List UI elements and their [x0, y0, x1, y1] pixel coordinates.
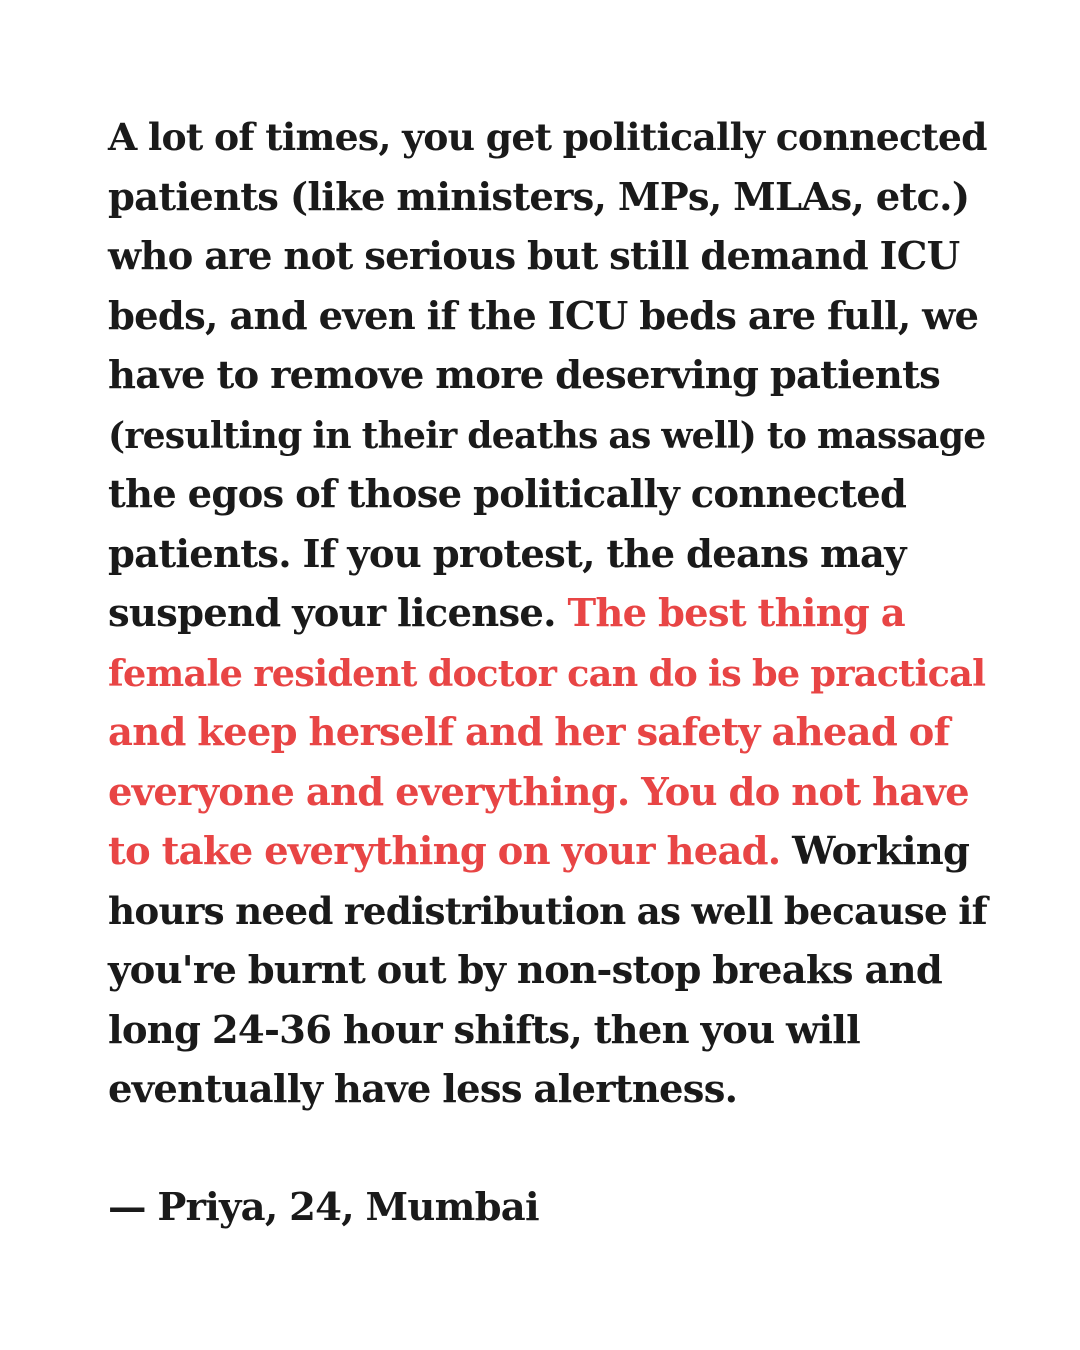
quote-line — [108, 525, 988, 585]
quote-line — [108, 941, 988, 1001]
highlighted-quote-segment: and keep herself and her safety ahead of — [108, 710, 950, 755]
quote-segment: the egos of those politically connected — [108, 472, 907, 517]
quote-segment: hours need redistribution as well because if — [108, 888, 987, 933]
quote-line — [108, 1001, 988, 1061]
quote-line — [108, 287, 988, 347]
quote-segment: you're burnt out by non-stop breaks and — [108, 948, 943, 993]
quote-line — [108, 168, 988, 228]
quote-segment: long 24-36 hour shifts, then you will — [108, 1007, 861, 1053]
quote-segment: (resulting in their deaths as well) to massage — [108, 413, 986, 457]
quote-segment: have to remove more deserving patients — [108, 353, 941, 398]
highlighted-quote-line — [108, 763, 988, 823]
quote-text — [108, 108, 988, 1120]
quote-line — [108, 227, 988, 287]
highlighted-quote-segment: everyone and everything. You do not have — [108, 769, 969, 815]
quote-segment: patients (like ministers, MPs, MLAs, etc.) — [108, 174, 970, 220]
highlighted-quote-segment: female resident doctor can do is be practical — [108, 651, 986, 695]
quote-segment: suspend your license. — [108, 591, 568, 636]
quote-segment: beds, and even if the ICU beds are full, we — [108, 293, 979, 339]
highlighted-quote-line — [108, 703, 988, 763]
quote-line — [108, 465, 988, 525]
quote-segment: who are not serious but still demand ICU — [108, 234, 960, 279]
quote-segment: eventually have less alertness. — [108, 1067, 738, 1112]
quote-segment: patients. If you protest, the deans may — [108, 531, 906, 577]
highlighted-quote-line — [108, 644, 988, 704]
quote-line — [108, 584, 988, 644]
quote-line — [108, 346, 988, 406]
quote-segment: A lot of times, you get politically connected — [108, 115, 987, 159]
quote-line — [108, 1060, 988, 1120]
quote-line — [108, 822, 988, 882]
quote-line — [108, 882, 988, 942]
attribution: — Priya, 24, Mumbai — [108, 1185, 539, 1230]
quote-segment: Working — [780, 829, 970, 874]
highlighted-quote-segment: The best thing a — [567, 591, 905, 636]
highlighted-quote-segment: to take everything on your head. — [108, 829, 781, 874]
quote-line — [108, 406, 988, 466]
quote-line — [108, 108, 988, 168]
